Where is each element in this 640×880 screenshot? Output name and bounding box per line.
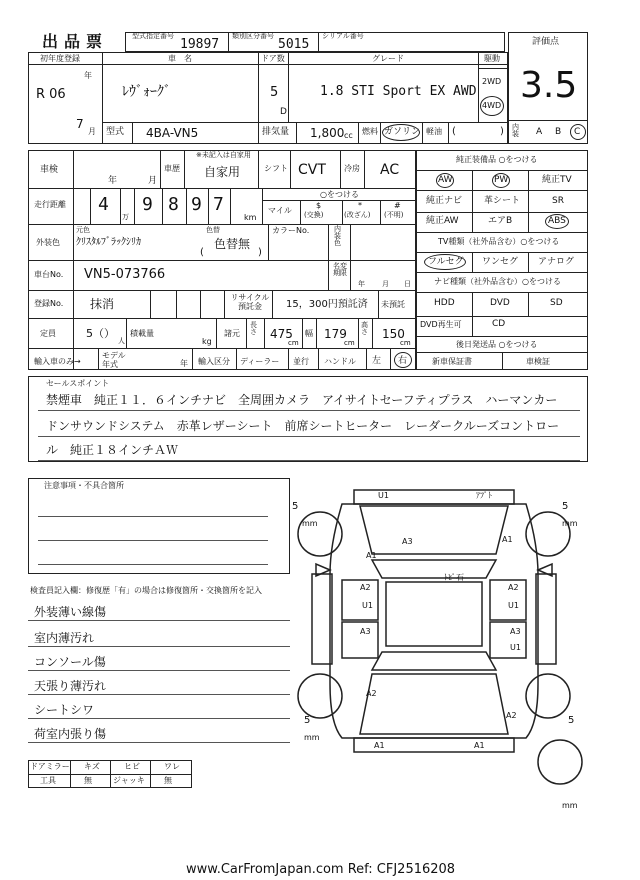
orig-color-label: 元色 (76, 226, 90, 234)
tv-fullseg: フルセグ (428, 257, 464, 267)
color-paren-close: ) (258, 247, 262, 258)
car-name-label: 車 名 (168, 54, 192, 63)
name-change-day: 日 (404, 280, 411, 288)
handle-right-circle (394, 352, 412, 368)
mark-right-front-door: A2 (508, 583, 519, 592)
handle-left: 左 (372, 356, 382, 366)
tools-value-3: ジャッキ (113, 776, 145, 785)
diesel-label: 軽油 (426, 127, 442, 136)
model-no-label: 型式指定番号 (132, 32, 174, 40)
notes-box (28, 478, 290, 574)
height-label: 高さ (361, 321, 368, 336)
sales-point-line-3: ル 純正１８インチＡＷ (46, 443, 179, 457)
name-change-year: 年 (358, 280, 365, 288)
usage-note: ※未記入は自家用 (196, 151, 251, 159)
footer-watermark: www.CarFromJapan.com Ref: CFJ2516208 (186, 862, 456, 877)
name-change-label: 名変期限 (333, 262, 347, 277)
note-item-4: 天張り薄汚れ (34, 679, 107, 693)
load-unit: kg (202, 337, 212, 346)
nav-dvd: DVD (490, 298, 510, 308)
model-no: 19897 (180, 37, 220, 52)
interior-label: 内装 (512, 123, 519, 138)
mark-right-front-door-2: U1 (508, 601, 519, 610)
tread-rear-right: 5 (568, 715, 575, 726)
mark-left-front-door: A2 (360, 583, 371, 592)
fuel-other-open: ( (452, 126, 456, 137)
unknown-symbol: # (394, 201, 401, 210)
model-value: 4BA-VN5 (146, 126, 199, 140)
recycle-unpaid: 未預託 (381, 300, 405, 309)
fuel-circle (382, 124, 420, 141)
equip-airbag: エアB (488, 216, 513, 226)
fuel-other-close: ) (500, 126, 504, 137)
inspection-year-unit: 年 (108, 176, 118, 186)
unknown-option: (不明) (384, 211, 404, 219)
reg-value: 抹消 (90, 297, 115, 311)
capacity-unit: 人 (118, 337, 125, 345)
import-parallel: 並行 (293, 357, 309, 366)
width-label: 幅 (305, 329, 313, 338)
mileage-digit-1: 4 (98, 194, 109, 215)
drive-2wd: 2WD (482, 77, 502, 86)
mark-left-front-door-2: U1 (362, 601, 373, 610)
grade-value: 1.8 STI Sport EX AWD (320, 84, 477, 99)
height-value: 150 (382, 327, 405, 341)
note-item-6: 荷室内張り傷 (34, 727, 107, 741)
tv-oneseg: ワンセグ (482, 257, 519, 267)
later-warranty: 新車保証書 (432, 357, 472, 366)
tools-value-1: 工具 (40, 776, 56, 785)
tamper-option: (改ざん) (344, 211, 371, 219)
mark-rear-bumper: A1 (374, 741, 385, 750)
exchange-option: (交換) (304, 211, 324, 219)
sales-point-line-1: 禁煙車 純正１１．６インチナビ 全周囲カメラ アイサイトセーフティプラス ハーマンカー (46, 393, 558, 407)
category-no: 5015 (278, 37, 310, 52)
equip-pw-circle (492, 173, 510, 188)
dims-label: 諸元 (224, 329, 240, 338)
interior-grade-b: B (555, 127, 562, 137)
first-reg-label: 初年度登録 (40, 54, 80, 63)
interior-grade-a: A (536, 127, 543, 137)
color-label: 外装色 (36, 238, 60, 247)
mark-right-rear-door-2: U1 (510, 643, 521, 652)
mileage-digit-3: 8 (168, 194, 179, 215)
score-value: 3.5 (520, 65, 578, 106)
tools-header-3: ヒビ (124, 762, 140, 771)
first-reg-month: 7 (76, 117, 84, 131)
tools-header-1: ドアミラー (30, 762, 70, 771)
equip-abs: ABS (548, 216, 566, 226)
color-change-value: 色替無 (214, 237, 251, 251)
model-year-label: モデル年式 (102, 351, 126, 369)
car-name: ﾚｳﾞｫｰｸﾞ (122, 84, 171, 100)
equip-aw: AW (438, 175, 453, 185)
mark-left-rear-wheel: A2 (366, 689, 377, 698)
fuel-label: 燃料 (362, 127, 378, 136)
inspection-label: 車検 (40, 165, 59, 175)
equip-leather: 革シート (484, 196, 521, 206)
mark-right-rear-wheel: A2 (506, 711, 517, 720)
width-value: 179 (324, 327, 347, 341)
tv-title: TV種類（社外品含む）○をつける (438, 237, 560, 246)
tread-rear-left-unit: mm (304, 733, 320, 742)
tools-value-2: 無 (84, 776, 92, 785)
mileage-circle-note: ○をつける (320, 190, 359, 199)
doors-count: 5 (270, 85, 279, 100)
tread-spare-unit: mm (562, 801, 578, 810)
capacity-label: 定員 (40, 329, 56, 338)
nav-title: ナビ種類（社外品含む）○をつける (434, 277, 561, 286)
frame-label: 車台No. (34, 270, 64, 279)
mark-front-bumper-2: ｱﾌﾟﾄ (476, 491, 492, 500)
color-change-label: 色替 (206, 226, 220, 234)
tread-front-left: 5 (292, 501, 299, 512)
equip-nav: 純正ナビ (426, 196, 463, 206)
note-item-3: コンソール傷 (34, 655, 106, 669)
interior-color-label: 内装色 (334, 225, 341, 247)
sales-points-label: セールスポイント (46, 379, 110, 388)
width-cm-unit: cm (344, 339, 355, 347)
tread-front-right: 5 (562, 501, 569, 512)
month-unit: 月 (88, 127, 96, 136)
mark-left-rear-door: A3 (360, 627, 371, 636)
mark-front-bumper: U1 (378, 491, 389, 500)
drive-4wd-circle (480, 96, 504, 116)
car-damage-diagram (290, 484, 590, 814)
note-item-5: シートシワ (34, 703, 95, 717)
mark-hood: A3 (402, 537, 413, 546)
handle-label: ハンドル (324, 357, 356, 366)
note-item-2: 室内薄汚れ (34, 631, 95, 645)
drive-4wd: 4WD (482, 101, 502, 110)
equip-aw-circle (436, 173, 454, 188)
length-cm-unit: cm (288, 339, 299, 347)
length-label: 長さ (250, 321, 257, 336)
import-type-label: 輸入区分 (198, 357, 230, 366)
interior-grade-c: C (574, 127, 581, 137)
nav-hdd: HDD (434, 298, 455, 308)
year-unit: 年 (84, 71, 92, 80)
mileage-km-unit: km (244, 213, 257, 222)
height-cm-unit: cm (400, 339, 411, 347)
recycle-label: リサイクル預託金 (230, 293, 270, 311)
drive-label: 駆動 (484, 54, 500, 63)
serial-label: シリアル番号 (322, 32, 364, 40)
shift-label: シフト (264, 164, 288, 173)
mileage-man-unit: 万 (122, 213, 129, 221)
doors-label: ドア数 (261, 54, 285, 63)
name-change-month: 月 (382, 280, 389, 288)
capacity-value: 5（） (86, 327, 115, 340)
mark-rear-bumper-2: A1 (474, 741, 485, 750)
length-value: 475 (270, 327, 293, 341)
equip-pw: PW (494, 175, 509, 185)
ac-label: 冷房 (344, 164, 360, 173)
exterior-color: ｸﾘｽﾀﾙﾌﾞﾗｯｸｼﾘｶ (76, 237, 141, 248)
nav-cd: CD (492, 319, 506, 329)
nav-dvd-play: DVD再生可 (420, 320, 462, 329)
category-label: 類別区分番号 (232, 32, 274, 40)
reg-label: 登録No. (34, 299, 64, 308)
import-label: 輸入車のみ→ (34, 357, 81, 366)
equip-sr: SR (552, 196, 564, 206)
fuel-value: ガソリン (384, 127, 421, 137)
nav-sd: SD (550, 298, 563, 308)
load-label: 積載量 (130, 329, 154, 338)
mileage-label: 走行距離 (34, 200, 66, 209)
mark-right-rear-door: A3 (510, 627, 521, 636)
equipment-title: 純正装備品 ○をつける (456, 155, 538, 164)
tread-front-right-unit: mm (562, 519, 578, 528)
tread-front-left-unit: mm (302, 519, 318, 528)
mileage-digit-4: 9 (191, 194, 202, 215)
tools-header-4: ワレ (164, 762, 180, 771)
cc-unit: cc (344, 131, 353, 140)
usage-label: 車歴 (164, 164, 180, 173)
interior-grade-circle (570, 124, 586, 140)
model-year-unit: 年 (180, 359, 188, 368)
equip-tv: 純正TV (542, 175, 572, 185)
mark-left-front-wheel: A1 (366, 551, 377, 560)
score-label: 評価点 (532, 37, 560, 47)
displacement-label: 排気量 (262, 127, 290, 137)
equip-abs-circle (545, 214, 569, 229)
tv-fullseg-circle (424, 254, 466, 270)
tools-header-2: キズ (84, 762, 100, 771)
handle-right: 右 (398, 356, 408, 366)
inspector-title: 検査員記入欄：修復歴「有」の場合は修復箇所・交換箇所を記入 (30, 586, 262, 595)
recycle-value: 15，300円預託済 (286, 299, 368, 310)
model-label: 型式 (106, 127, 125, 137)
tamper-symbol: * (358, 201, 362, 210)
grade-label: グレード (372, 54, 404, 63)
usage-value: 自家用 (204, 165, 241, 179)
later-title: 後日発送品 ○をつける (456, 340, 538, 349)
import-dealer: ディーラー (240, 357, 280, 366)
shift-value: CVT (298, 162, 326, 178)
mileage-digit-5: 7 (213, 194, 224, 215)
tools-value-4: 無 (164, 776, 172, 785)
frame-number: VN5-073766 (84, 267, 166, 282)
inspection-month-unit: 月 (148, 176, 158, 186)
tv-analog: アナログ (538, 257, 575, 267)
exchange-symbol: $ (316, 201, 322, 210)
equip-genuine-aw: 純正AW (426, 216, 459, 226)
mark-right-front-wheel: A1 (502, 535, 513, 544)
notes-title: 注意事項・不具合箇所 (44, 481, 124, 490)
mileage-digit-2: 9 (142, 194, 153, 215)
color-no-label: カラーNo. (272, 226, 310, 235)
later-inspection-cert: 車検証 (526, 357, 550, 366)
color-paren-open: ( (200, 247, 204, 258)
sales-point-line-2: ドンサウンドシステム 赤革レザーシート 前席シートヒーター レーダークルーズコントロー (46, 419, 560, 433)
mark-windshield: ﾄﾋﾟ石 (444, 573, 464, 582)
first-reg-era: R 06 (36, 87, 66, 102)
note-item-1: 外装薄い線傷 (34, 605, 107, 619)
ac-value: AC (380, 162, 400, 178)
sheet-title: 出品票 (42, 32, 109, 51)
tread-rear-left: 5 (304, 715, 311, 726)
mile-option: マイル (268, 206, 292, 215)
door-type: D (280, 107, 287, 117)
displacement-value: 1,800 (310, 126, 345, 140)
